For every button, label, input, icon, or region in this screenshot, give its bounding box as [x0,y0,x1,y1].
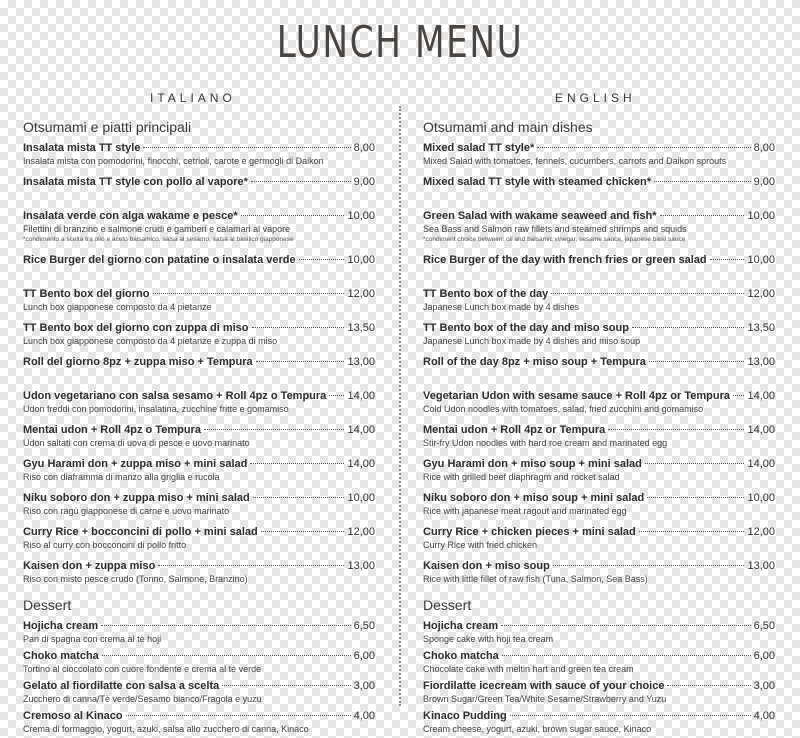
menu-item-price: 12,00 [747,526,775,538]
menu-item-row [423,174,775,190]
menu-item-name: Gelato al fiordilatte con salsa a scelta [23,680,220,692]
dot-leader [158,565,344,566]
menu-item-price: 12,00 [347,526,375,538]
menu-item-row [23,456,375,472]
menu-item-description: Cream cheese, yogurt, azuki, brown sugar sauce, Kinaco [423,724,652,734]
dot-leader [510,715,751,716]
menu-item-name: Udon vegetariano con salsa sesamo + Roll 4pz o Tempura [23,390,327,402]
menu-item-name: Vegetarian Udon with sesame sauce + Roll 4pz or Tempura [423,390,730,402]
menu-item-name: Choko matcha [23,650,99,662]
menu-item-price: 14,00 [347,458,375,470]
menu-item [23,388,375,422]
menu-item-price: 3,00 [353,680,375,692]
menu-item-price: 6,50 [753,620,775,632]
dot-leader [102,655,351,656]
menu-item-name: Mixed salad TT style with steamed chicken* [423,176,652,188]
menu-item-name: Mentai udon + Roll 4pz o Tempura [23,424,201,436]
menu-item-description: Crema di formaggio, yogurt, azuki, salsa allo zucchero di canna, Kinaco [23,724,309,734]
menu-item-name: Gyu Harami don + miso soup + mini salad [423,458,642,470]
dot-leader [329,395,344,396]
menu-item-row [23,558,375,574]
menu-item-description: Brown Sugar/Green Tea/White Sesame/Strawberry and Yuzu [423,694,667,704]
menu-item [423,140,775,174]
menu-item [23,708,375,738]
menu-item-row [423,388,775,404]
menu-item [423,354,775,388]
menu-item-description: Stir-fry Udon noodles with hard roe cream and marinated egg [423,438,668,448]
menu-item-description: Udon saltati con crema di uova di pesce e uovo marinato [23,438,250,448]
menu-item-price: 13,50 [347,322,375,334]
menu-item-description: Riso con ragù giapponese di carne e uovo marinato [23,506,230,516]
dot-leader [252,327,345,328]
menu-item-description: Tortino al cioccolato con cuore fondente e crema al tè verde [23,664,262,674]
menu-item-row [23,208,375,224]
menu-item-name: Fiordilatte icecream with sauce of your choice [423,680,665,692]
menu-item-price: 13,00 [347,356,375,368]
menu-item-description: Rice with japanese meat ragout and marinated egg [423,506,627,516]
dot-leader [537,147,750,148]
menu-item-note: *condiment choice between: oil and balsamic vinegar, sesame sauce, japanese basil sauce [423,236,686,243]
dot-leader [261,531,345,532]
menu-item-price: 8,00 [753,142,775,154]
menu-item-name: Gyu Harami don + zuppa miso + mini salad [23,458,248,470]
dot-leader [222,685,350,686]
menu-item [23,618,375,648]
menu-item [423,618,775,648]
section-heading-main: Otsumami and main dishes [423,119,593,135]
menu-item-description: Sponge cake with hoji tea cream [423,634,554,644]
menu-item-row [23,354,375,370]
menu-item-row [23,422,375,438]
menu-item-row [23,618,375,634]
dot-leader [710,259,745,260]
menu-item-name: Cremoso al Kinaco [23,710,123,722]
menu-item-row [423,708,775,724]
menu-item-description: Pan di spagna con crema al tè hoji [23,634,162,644]
language-label-italian: ITALIANO [150,91,236,105]
menu-item-note: *condimento a scelta tra olio e aceto balsamico, salsa al sesamo, salsa al basilico giapponese [23,236,294,243]
menu-item-row [23,286,375,302]
menu-item-price: 10,00 [747,254,775,266]
column-divider [399,106,401,706]
menu-item [423,422,775,456]
menu-item-price: 12,00 [347,288,375,300]
menu-item-row [423,558,775,574]
menu-item-description: Zucchero di canna/Tè verde/Sesamo bianco/Fragola e yuzu [23,694,262,704]
menu-item-row [23,490,375,506]
menu-item-description: Lunch box giapponese composto da 4 pietanze [23,302,212,312]
dot-leader [733,395,744,396]
dot-leader [153,293,345,294]
menu-item-price: 14,00 [747,390,775,402]
dot-leader [253,497,345,498]
dot-leader [660,215,745,216]
section-heading-main: Otsumami e piatti principali [23,119,192,135]
menu-item [423,678,775,708]
menu-title: LUNCH MENU [276,17,524,68]
menu-item-row [423,524,775,540]
menu-item-row [23,524,375,540]
menu-item-row [23,708,375,724]
menu-item-row [423,456,775,472]
menu-item [23,490,375,524]
menu-item-description: Filettini di branzino e salmone crudi e gamberi e calamari al vapore [23,224,291,234]
menu-item-name: Hojicha cream [23,620,99,632]
menu-item [423,252,775,286]
menu-item-price: 14,00 [347,390,375,402]
menu-item-row [423,252,775,268]
menu-item [23,140,375,174]
menu-item-row [423,678,775,694]
menu-item-name: Niku soboro don + miso soup + mini salad [423,492,645,504]
dot-leader [553,565,745,566]
dot-leader [502,655,751,656]
menu-item-description: Udon freddi con pomodorini, insalatina, zucchine fritte e gomamiso [23,404,289,414]
menu-item-description: Riso al curry con bocconcini di pollo fritto [23,540,187,550]
menu-item [23,174,375,208]
menu-item-price: 10,00 [347,254,375,266]
menu-item-price: 13,00 [747,356,775,368]
menu-item-price: 13,00 [347,560,375,572]
menu-item-row [423,286,775,302]
dessert-list [23,618,375,738]
menu-item-description: Rice with little fillet of raw fish (Tuna, Salmon, Sea Bass) [423,574,648,584]
menu-item [23,648,375,678]
menu-item [423,320,775,354]
menu-item-price: 4,00 [353,710,375,722]
menu-item-name: Green Salad with wakame seaweed and fish* [423,210,657,222]
menu-item-description: Insalata mista con pomodorini, finocchi, cetrioli, carote e germogli di Daikon [23,156,324,166]
menu-item-row [23,648,375,664]
section-heading-dessert: Dessert [423,597,472,613]
menu-item-row [423,320,775,336]
menu-item-row [423,490,775,506]
menu-item-row [423,422,775,438]
menu-item-name: Insalata mista TT style [23,142,141,154]
menu-item-row [23,174,375,190]
menu-item-row [423,648,775,664]
menu-item-row [423,208,775,224]
menu-item-price: 14,00 [747,458,775,470]
menu-item [23,320,375,354]
menu-item-price: 13,00 [747,560,775,572]
dot-leader [256,361,345,362]
menu-item-name: Roll del giorno 8pz + zuppa miso + Tempura [23,356,253,368]
menu-item [23,354,375,388]
menu-item-row [423,140,775,156]
menu-item [23,208,375,252]
menu-item [423,648,775,678]
menu-item-description: Japanese Lunch box made by 4 dishes [423,302,580,312]
menu-item-description: Sea Bass and Salmon raw fillets and steamed shrimps and squids [423,224,687,234]
menu-item-row [23,388,375,404]
menu-item [423,388,775,422]
menu-item-name: Insalata mista TT style con pollo al vapore* [23,176,248,188]
dot-leader [608,429,744,430]
dot-leader [639,531,745,532]
menu-item-name: Niku soboro don + zuppa miso + mini salad [23,492,250,504]
menu-item-name: Curry Rice + bocconcini di pollo + mini salad [23,526,258,538]
dot-leader [250,463,344,464]
menu-item-name: Kaisen don + miso soup [423,560,550,572]
menu-item-price: 6,00 [353,650,375,662]
menu-item-name: Rice Burger of the day with french fries or green salad [423,254,707,266]
dot-leader [126,715,351,716]
menu-item-description: Rice with grilled beef diaphragm and rocket salad [423,472,620,482]
menu-item-name: Hojicha cream [423,620,499,632]
menu-item-description: Curry Rice with fried chicken [423,540,538,550]
menu-item-price: 6,00 [753,650,775,662]
menu-item-price: 13,50 [747,322,775,334]
menu-item-price: 10,00 [747,492,775,504]
menu-item-price: 8,00 [353,142,375,154]
dot-leader [632,327,745,328]
menu-item-name: Mentai udon + Roll 4pz or Tempura [423,424,606,436]
menu-item [423,286,775,320]
menu-item-name: Choko matcha [423,650,499,662]
menu-item-name: Roll of the day 8pz + miso soup + Tempura [423,356,646,368]
dot-leader [501,625,750,626]
menu-item-price: 14,00 [747,424,775,436]
dot-leader [647,497,744,498]
dot-leader [667,685,750,686]
menu-item [23,524,375,558]
menu-item-price: 10,00 [347,210,375,222]
menu-item [423,456,775,490]
english-column [423,118,775,738]
menu-item [23,252,375,286]
menu-item-row [23,320,375,336]
dot-leader [143,147,350,148]
menu-item [23,678,375,708]
dot-leader [251,181,351,182]
menu-item-description: Mixed Salad with tomatoes, fennels, cucumbers, carrots and Daikon sprouts [423,156,727,166]
dot-leader [649,361,745,362]
main-dishes-list [23,140,375,592]
dot-leader [241,215,345,216]
menu-item [23,558,375,592]
menu-item [23,456,375,490]
menu-item-price: 4,00 [753,710,775,722]
menu-item [423,174,775,208]
menu-item-price: 9,00 [353,176,375,188]
menu-item-name: Insalata verde con alga wakame e pesce* [23,210,238,222]
menu-item-name: TT Bento box del giorno con zuppa di miso [23,322,249,334]
menu-item-description: Chocolate cake with meltin hart and green tea cream [423,664,634,674]
menu-item-name: Rice Burger del giorno con patatine o insalata verde [23,254,296,266]
menu-item-description: Lunch box giapponese composto da 4 pietanze e zuppa di miso [23,336,278,346]
menu-item-row [423,354,775,370]
menu-item-price: 6,50 [353,620,375,632]
dot-leader [551,293,744,294]
menu-item-row [23,140,375,156]
menu-item [423,558,775,592]
menu-item [423,490,775,524]
menu-item-name: TT Bento box del giorno [23,288,150,300]
dot-leader [101,625,350,626]
dot-leader [645,463,745,464]
menu-item-name: Kinaco Pudding [423,710,507,722]
menu-item-name: Mixed salad TT style* [423,142,535,154]
menu-item-price: 12,00 [747,288,775,300]
section-heading-dessert: Dessert [23,597,72,613]
menu-item [23,422,375,456]
menu-item-price: 3,00 [753,680,775,692]
menu-item-price: 10,00 [747,210,775,222]
menu-item-description: Riso con misto pesce crudo (Tonno, Salmone, Branzino) [23,574,248,584]
language-label-english: ENGLISH [555,91,636,105]
menu-item-price: 10,00 [347,492,375,504]
dot-leader [299,259,345,260]
italian-column [23,118,375,738]
menu-item [23,286,375,320]
menu-item-row [423,618,775,634]
menu-item-name: Kaisen don + zuppa miso [23,560,156,572]
menu-item-row [23,678,375,694]
menu-item-name: TT Bento box of the day [423,288,549,300]
menu-item [423,708,775,738]
menu-item-name: Curry Rice + chicken pieces + mini salad [423,526,636,538]
menu-item-price: 9,00 [753,176,775,188]
dot-leader [654,181,751,182]
menu-item-description: Cold Udon noodles with tomatoes, salad, fried zucchini and gomamiso [423,404,704,414]
menu-item-description: Japanese Lunch box made by 4 dishes and miso soup [423,336,641,346]
main-dishes-list [423,140,775,592]
dot-leader [204,429,345,430]
menu-item-name: TT Bento box of the day and miso soup [423,322,629,334]
menu-item-description: Riso con diaframma di manzo alla griglia e rucola [23,472,220,482]
menu-item [423,524,775,558]
menu-item-row [23,252,375,268]
dessert-list [423,618,775,738]
menu-item [423,208,775,252]
menu-item-price: 14,00 [347,424,375,436]
